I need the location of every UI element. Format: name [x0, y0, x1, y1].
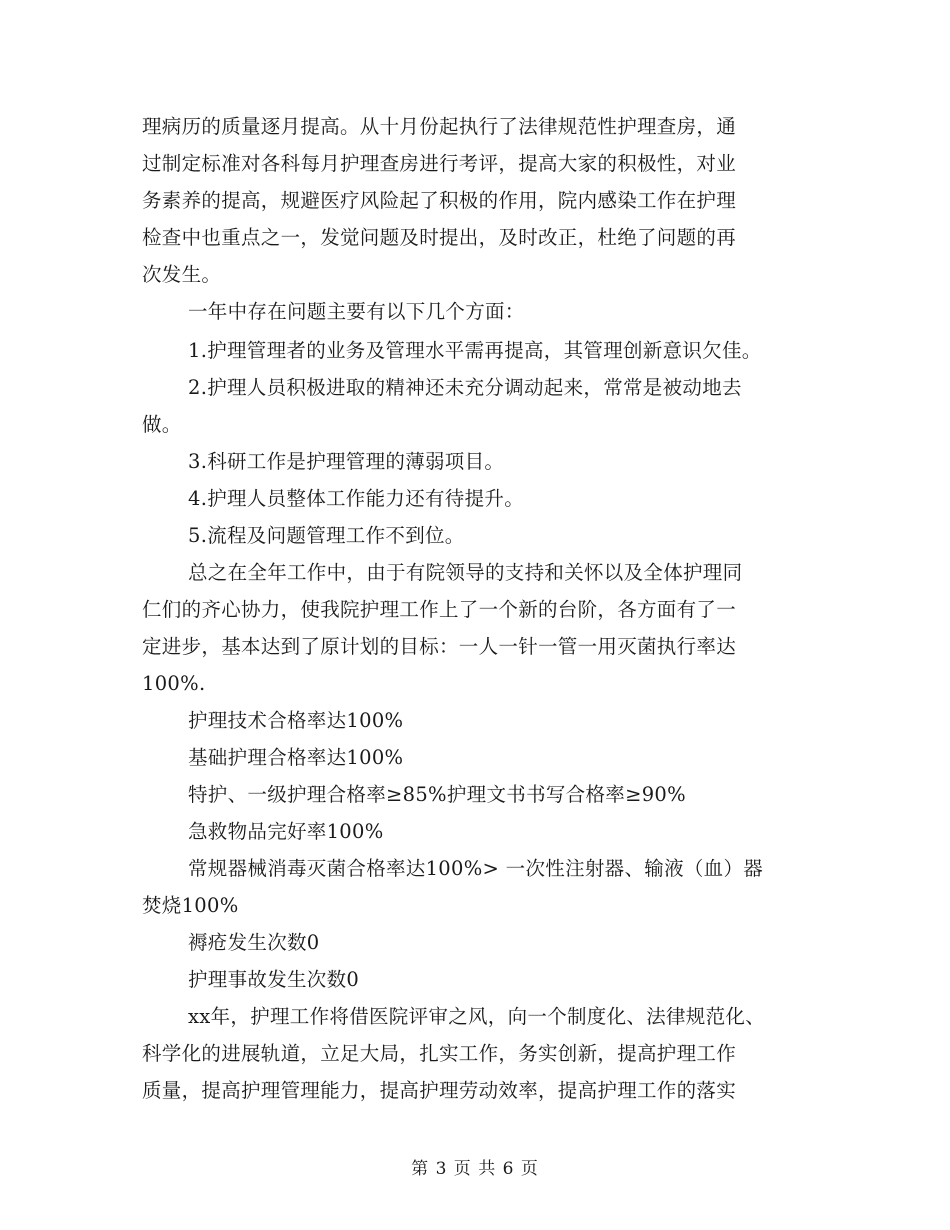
metric-line: 常规器械消毒灭菌合格率达100%> 一次性注射器、输液（血）器 [188, 857, 764, 880]
body-line: 科学化的进展轨道，立足大局，扎实工作，务实创新，提高护理工作 [142, 1042, 737, 1065]
list-item: 3.科研工作是护理管理的薄弱项目。 [188, 450, 505, 473]
metric-line: 基础护理合格率达100% [188, 746, 404, 769]
metric-line: 护理技术合格率达100% [188, 709, 404, 732]
body-line: 次发生。 [142, 263, 222, 286]
metric-line: 急救物品完好率100% [188, 820, 384, 843]
metric-line: 褥疮发生次数0 [188, 931, 320, 954]
body-line: 定进步，基本达到了原计划的目标：一人一针一管一用灭菌执行率达 [142, 635, 737, 658]
list-item: 1.护理管理者的业务及管理水平需再提高，其管理创新意识欠佳。 [188, 339, 762, 362]
list-item: 4.护理人员整体工作能力还有待提升。 [188, 487, 525, 510]
list-item: 2.护理人员积极进取的精神还未充分调动起来，常常是被动地去 [188, 376, 742, 399]
body-line: 务素养的提高，规避医疗风险起了积极的作用，院内感染工作在护理 [142, 189, 737, 212]
body-line: 仁们的齐心协力，使我院护理工作上了一个新的台阶，各方面有了一 [142, 598, 737, 621]
body-line: xx年，护理工作将借医院评审之风，向一个制度化、法律规范化、 [188, 1005, 765, 1028]
body-line: 过制定标准对各科每月护理查房进行考评，提高大家的积极性，对业 [142, 152, 737, 175]
page-number: 第 3 页 共 6 页 [411, 1159, 539, 1179]
body-line: 100%. [142, 672, 206, 695]
body-line: 检查中也重点之一，发觉问题及时提出，及时改正，杜绝了问题的再 [142, 226, 737, 249]
body-line: 质量，提高护理管理能力，提高护理劳动效率，提高护理工作的落实 [142, 1079, 737, 1102]
metric-line: 特护、一级护理合格率≥85%护理文书书写合格率≥90% [188, 783, 686, 806]
metric-line: 护理事故发生次数0 [188, 968, 360, 991]
body-line: 一年中存在问题主要有以下几个方面： [188, 300, 525, 323]
body-line: 总之在全年工作中，由于有院领导的支持和关怀以及全体护理同 [188, 561, 743, 584]
body-line: 理病历的质量逐月提高。从十月份起执行了法律规范性护理查房，通 [142, 115, 737, 138]
list-item: 5.流程及问题管理工作不到位。 [188, 524, 465, 547]
metric-line: 焚烧100% [142, 894, 239, 917]
body-line: 做。 [142, 413, 182, 436]
